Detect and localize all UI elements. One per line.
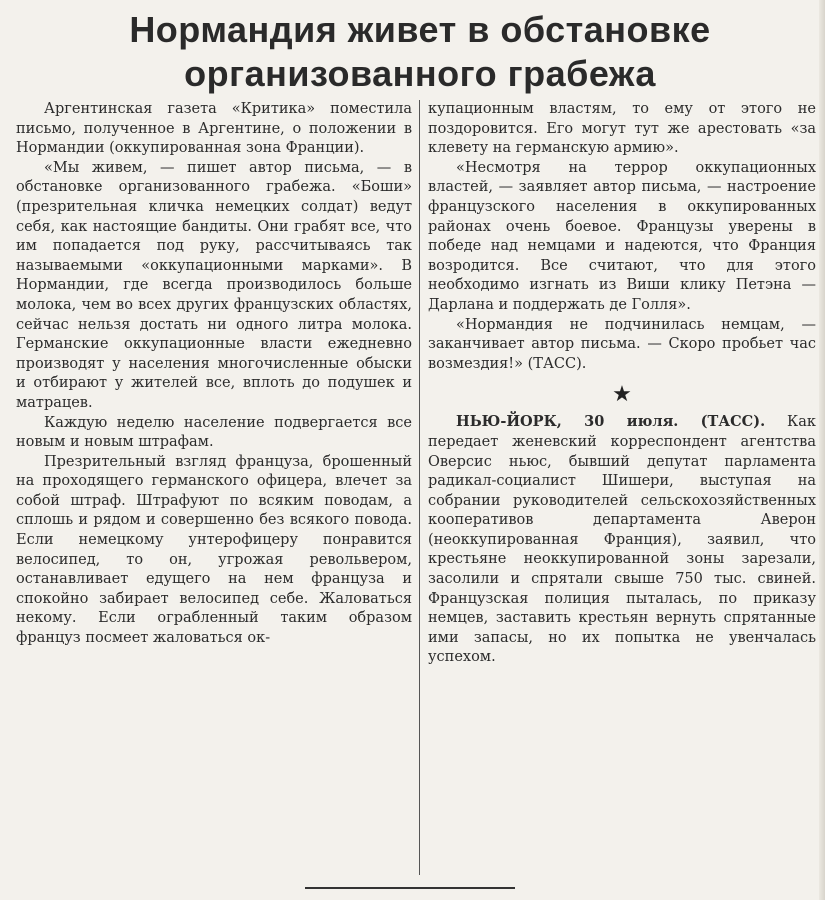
- headline-line-1: Нормандия живет в обстановке: [129, 9, 711, 50]
- news-body: Как передает женевский корреспондент агентства Оверсис ньюс, бывший депутат парламента радикал-социалист Шишери, выступая на собрании руководителей сельскохозяйственных кооперативов департамента Аверон (неоккупированная Франция), заявил, что крестьяне неоккупированной зоны зарезали, засолили и спрятали свыше 750 тыс. свиней. Французская полиция пыталась, по приказу немцев, заставить крестьян вернуть спрятанные ими запасы, но их попытка не увенчалась успехом.: [428, 414, 816, 666]
- news-item: [428, 412, 816, 668]
- bottom-rule: [305, 887, 515, 889]
- paragraph: Презрительный взгляд француза, брошенный на проходящего германского офицера, влечет за собой штраф. Штрафуют по всяким поводам, а сплошь и рядом и совершенно без всякого повода. Если немецкому унтерофицеру понравится велосипед, то он, угрожая револьвером, останавливает едущего на нем француза и спокойно забирает велосипед себе. Жаловаться некому. Если ограбленный таким образом француз посмеет жаловаться ок-: [16, 453, 412, 647]
- paragraph-continuation: купационным властям, то ему от этого не поздоровится. Его могут тут же арестовать «за клевету на германскую армию».: [428, 101, 816, 157]
- paragraph: Аргентинская газета «Критика» поместила письмо, полученное в Аргентине, о положении в Нормандии (оккупированная зона Франции).: [16, 101, 412, 157]
- right-column: [428, 100, 816, 668]
- news-dateline: НЬЮ-ЙОРК, 30 июля. (ТАСС).: [456, 413, 766, 431]
- star-separator-icon: ★: [612, 382, 632, 408]
- paragraph: «Нормандия не подчинилась немцам, — заканчивает автор письма. — Скоро пробьет час возмездия!» (ТАСС).: [428, 316, 816, 372]
- paragraph: «Мы живем, — пишет автор письма, — в обстановке организованного грабежа. «Боши» (презрительная кличка немецких солдат) ведут себя, как настоящие бандиты. Они грабят все, что им попадается под руку, рассчитываясь так называемыми «оккупационными марками». В Нормандии, где всегда производилось больше молока, чем во всех других французских областях, сейчас нельзя достать ни одного литра молока. Германские оккупационные власти ежедневно производят у населения многочисленные обыски и отбирают у жителей все, вплоть до подушек и матрацев.: [16, 159, 412, 411]
- left-column: [16, 100, 412, 649]
- headline-line-2: организованного грабежа: [184, 53, 656, 94]
- paragraph: Каждую неделю население подвергается все новым и новым штрафам.: [16, 414, 412, 451]
- article-headline: [60, 8, 780, 96]
- column-divider: [419, 100, 420, 875]
- paragraph: «Несмотря на террор оккупационных властей, — заявляет автор письма, — настроение французского населения в оккупированных районах очень боевое. Французы уверены в победе над немцами и надеются, что Франция возродится. Все считают, что для этого необходимо изгнать из Виши клику Петэна — Дарлана и поддержать де Голля».: [428, 159, 816, 313]
- page-edge: [819, 0, 825, 900]
